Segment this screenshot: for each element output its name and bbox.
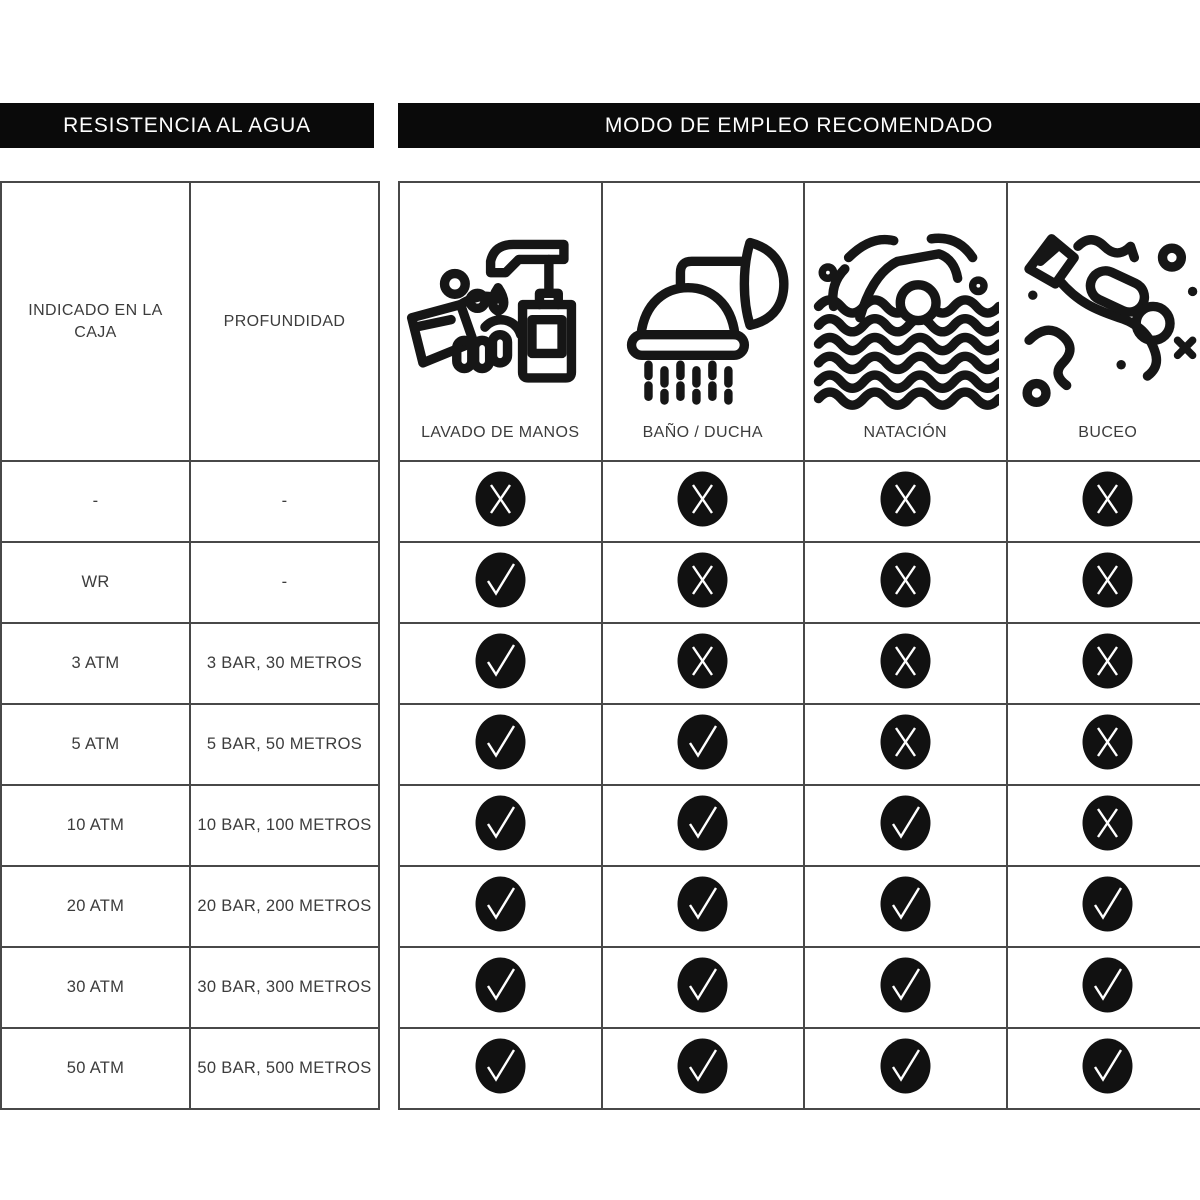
- usage-mark: [1081, 1037, 1134, 1095]
- activity-label: BAÑO / DUCHA: [642, 423, 763, 441]
- usage-mark: [474, 794, 527, 852]
- caja-cell: 50 ATM: [1, 1028, 190, 1109]
- profundidad-cell: 20 BAR, 200 METROS: [190, 866, 379, 947]
- usage-row: [399, 623, 1200, 704]
- left-header-bar: [0, 103, 374, 148]
- usage-row: [399, 542, 1200, 623]
- caja-cell: 30 ATM: [1, 947, 190, 1028]
- left-header-title: RESISTENCIA AL AGUA: [63, 113, 311, 137]
- caja-cell: 10 ATM: [1, 785, 190, 866]
- usage-mark: [1081, 956, 1134, 1014]
- usage-row: [399, 461, 1200, 542]
- usage-row: [399, 785, 1200, 866]
- usage-mark: [676, 632, 729, 690]
- table-row: [1, 461, 379, 542]
- usage-mark: [676, 875, 729, 933]
- table-row: [1, 704, 379, 785]
- profundidad-cell: -: [190, 461, 379, 542]
- scuba-diving-icon: [1014, 218, 1200, 410]
- usage-row: [399, 704, 1200, 785]
- activity-header-ducha: [602, 182, 805, 461]
- usage-mark: [879, 956, 932, 1014]
- usage-row: [399, 866, 1200, 947]
- usage-mark: [1081, 794, 1134, 852]
- column-header-caja: INDICADO EN LA CAJA: [1, 182, 190, 461]
- activity-label: NATACIÓN: [863, 423, 947, 441]
- table-row: [1, 866, 379, 947]
- table-row: [1, 542, 379, 623]
- usage-mark: [879, 470, 932, 528]
- profundidad-cell: -: [190, 542, 379, 623]
- water-resistance-table: [0, 181, 380, 1110]
- usage-mark: [879, 1037, 932, 1095]
- usage-mark: [474, 875, 527, 933]
- profundidad-cell: 10 BAR, 100 METROS: [190, 785, 379, 866]
- usage-mark: [879, 632, 932, 690]
- caja-cell: WR: [1, 542, 190, 623]
- usage-mark: [474, 713, 527, 771]
- caja-cell: 3 ATM: [1, 623, 190, 704]
- usage-mark: [1081, 551, 1134, 609]
- table-row: [1, 947, 379, 1028]
- usage-mark: [676, 1037, 729, 1095]
- right-header-bar: [398, 103, 1200, 148]
- activities-header-row: [399, 182, 1200, 461]
- table-row: [1, 1028, 379, 1109]
- activity-header-natacion: [804, 182, 1007, 461]
- usage-mark: [474, 1037, 527, 1095]
- usage-mark: [879, 713, 932, 771]
- activity-header-lavado: [399, 182, 602, 461]
- usage-row: [399, 947, 1200, 1028]
- column-header-profundidad: PROFUNDIDAD: [190, 182, 379, 461]
- recommended-usage-table: [398, 181, 1200, 1110]
- swimming-icon: [811, 218, 999, 410]
- usage-row: [399, 1028, 1200, 1109]
- caja-cell: 5 ATM: [1, 704, 190, 785]
- left-table-header-row: [1, 182, 379, 461]
- profundidad-cell: 50 BAR, 500 METROS: [190, 1028, 379, 1109]
- profundidad-cell: 30 BAR, 300 METROS: [190, 947, 379, 1028]
- usage-mark: [676, 956, 729, 1014]
- hand-washing-icon: [406, 218, 594, 410]
- usage-mark: [879, 794, 932, 852]
- usage-mark: [676, 551, 729, 609]
- caja-cell: -: [1, 461, 190, 542]
- usage-mark: [676, 794, 729, 852]
- usage-mark: [879, 875, 932, 933]
- usage-mark: [474, 551, 527, 609]
- usage-mark: [1081, 713, 1134, 771]
- table-row: [1, 785, 379, 866]
- activity-label: LAVADO DE MANOS: [421, 423, 580, 441]
- shower-icon: [609, 218, 797, 410]
- usage-mark: [474, 470, 527, 528]
- usage-mark: [1081, 875, 1134, 933]
- usage-mark: [1081, 470, 1134, 528]
- usage-mark: [1081, 632, 1134, 690]
- usage-mark: [676, 713, 729, 771]
- caja-cell: 20 ATM: [1, 866, 190, 947]
- profundidad-cell: 3 BAR, 30 METROS: [190, 623, 379, 704]
- table-row: [1, 623, 379, 704]
- activity-header-buceo: [1007, 182, 1200, 461]
- usage-mark: [879, 551, 932, 609]
- usage-mark: [474, 956, 527, 1014]
- usage-mark: [474, 632, 527, 690]
- activity-label: BUCEO: [1078, 423, 1138, 441]
- usage-mark: [676, 470, 729, 528]
- profundidad-cell: 5 BAR, 50 METROS: [190, 704, 379, 785]
- right-header-title: MODO DE EMPLEO RECOMENDADO: [604, 113, 994, 137]
